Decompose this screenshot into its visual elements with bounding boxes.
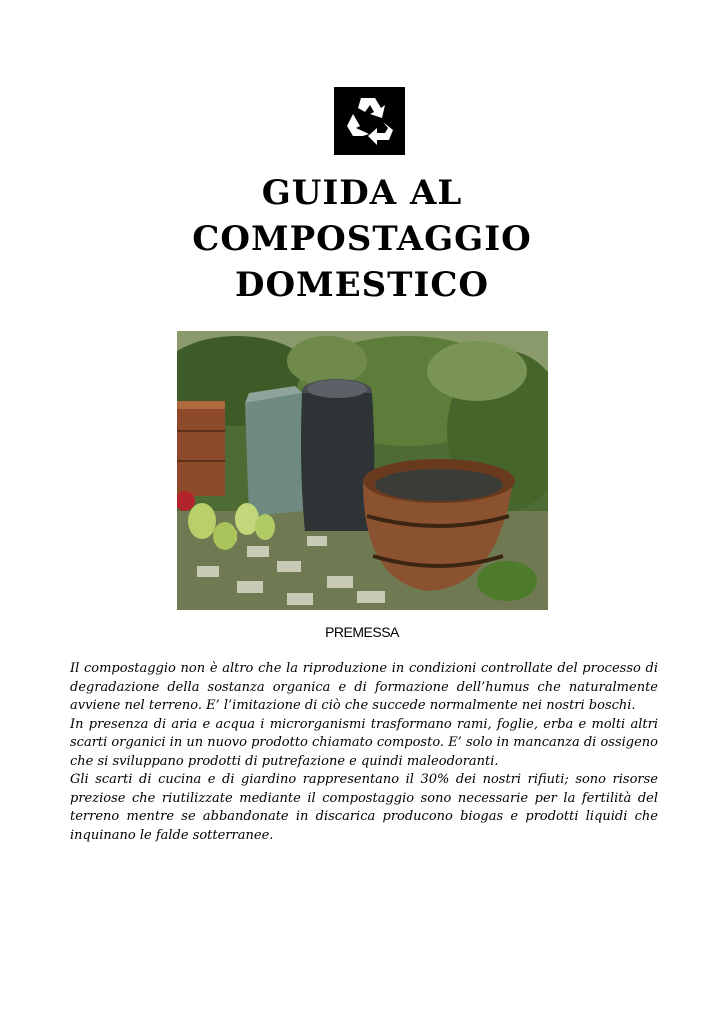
body-text xyxy=(70,660,658,845)
compost-bins-photo xyxy=(177,331,548,610)
title-line: COMPOSTAGGIO xyxy=(192,219,532,259)
section-heading: PREMESSA xyxy=(325,624,399,640)
title-line: GUIDA AL xyxy=(261,173,463,213)
recycle-icon xyxy=(339,90,401,152)
paragraph: In presenza di aria e acqua i microrganismi trasformano rami, foglie, erba e molti altri scarti organici in un nuovo prodotto chiamato composto. E’ solo in mancanza di ossigeno che si sviluppano prodotti di putrefazione e quindi maleodoranti. xyxy=(70,716,658,769)
title-line: DOMESTICO xyxy=(234,265,490,305)
paragraph: Gli scarti di cucina e di giardino rappresentano il 30% dei nostri rifiuti; sono risorse preziose che riutilizzate mediante il compostaggio sono necessarie per la fertilità del terreno mentre se abbandonate in discarica producono biogas e prodotti liquidi che inquinano le falde sotterranee. xyxy=(70,772,658,843)
recycle-logo xyxy=(334,87,405,155)
document-title xyxy=(0,170,724,308)
paragraph: Il compostaggio non è altro che la riproduzione in condizioni controllate del processo di degradazione della sostanza organica e di formazione dell’humus che naturalmente avviene nel terreno. E’ l’imitazione di ciò che succede normalmente nei nostri boschi. xyxy=(70,661,658,713)
